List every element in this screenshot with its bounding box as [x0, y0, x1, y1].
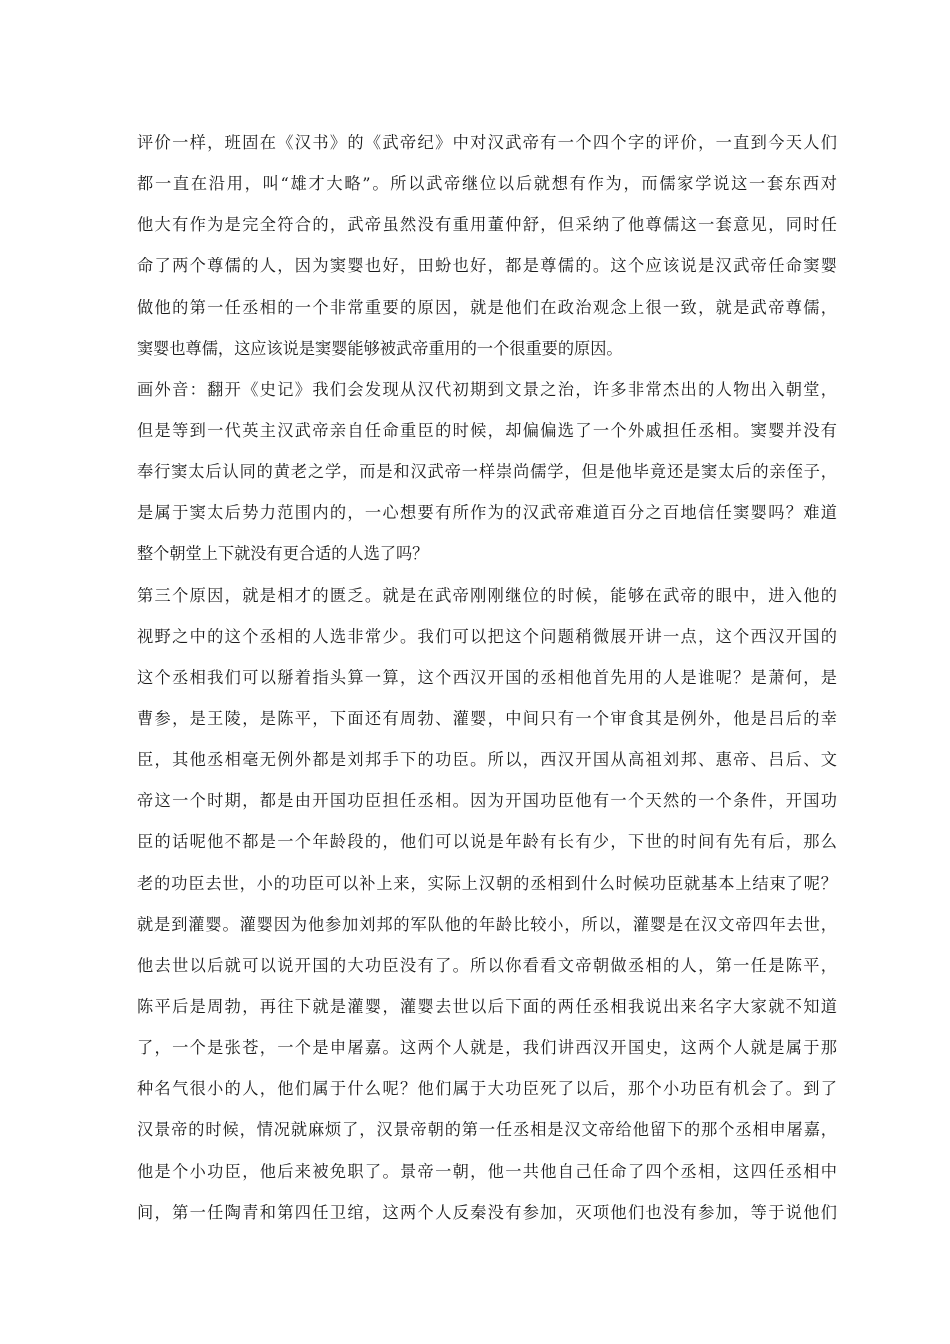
text-line: 陈平后是周勃，再往下就是灌婴，灌婴去世以后下面的两任丞相我说出来名字大家就不知道 [137, 996, 837, 1016]
text-line: 他是个小功臣，他后来被免职了。景帝一朝，他一共他自己任命了四个丞相，这四任丞相中 [137, 1161, 837, 1181]
text-line: 画外音：翻开《史记》我们会发现从汉代初期到文景之治，许多非常杰出的人物出入朝堂， [137, 379, 837, 399]
text-line: 这个丞相我们可以掰着指头算一算，这个西汉开国的丞相他首先用的人是谁呢？是萧何，是 [137, 667, 837, 687]
text-line: 整个朝堂上下就没有更合适的人选了吗？ [137, 544, 429, 564]
text-line: 他去世以后就可以说开国的大功臣没有了。所以你看看文帝朝做丞相的人，第一任是陈平， [137, 955, 837, 975]
text-line: 奉行窦太后认同的黄老之学，而是和汉武帝一样崇尚儒学，但是他毕竟还是窦太后的亲侄子， [137, 462, 837, 482]
text-line: 臣的话呢他不都是一个年龄段的，他们可以说是年龄有长有少，下世的时间有先有后，那么 [137, 832, 837, 852]
text-line: 都一直在沿用，叫“雄才大略”。所以武帝继位以后就想有作为，而儒家学说这一套东西对 [137, 174, 837, 194]
text-line: 窦婴也尊儒，这应该说是窦婴能够被武帝重用的一个很重要的原因。 [137, 338, 623, 358]
text-line: 种名气很小的人，他们属于什么呢？他们属于大功臣死了以后，那个小功臣有机会了。到了 [137, 1079, 837, 1099]
text-line: 老的功臣去世，小的功臣可以补上来，实际上汉朝的丞相到什么时候功臣就基本上结束了呢？ [137, 873, 837, 893]
text-line: 了，一个是张苍，一个是申屠嘉。这两个人就是，我们讲西汉开国史，这两个人就是属于那 [137, 1038, 837, 1058]
text-line: 做他的第一任丞相的一个非常重要的原因，就是他们在政治观念上很一致，就是武帝尊儒， [137, 297, 837, 317]
text-line: 曹参，是王陵，是陈平，下面还有周勃、灌婴，中间只有一个审食其是例外，他是吕后的幸 [137, 708, 837, 728]
text-line: 他大有作为是完全符合的，武帝虽然没有重用董仲舒，但采纳了他尊儒这一套意见，同时任 [137, 215, 837, 235]
text-line: 汉景帝的时候，情况就麻烦了，汉景帝朝的第一任丞相是汉文帝给他留下的那个丞相申屠嘉， [137, 1120, 837, 1140]
text-line: 评价一样，班固在《汉书》的《武帝纪》中对汉武帝有一个四个字的评价，一直到今天人们 [137, 133, 837, 152]
text-line: 视野之中的这个丞相的人选非常少。我们可以把这个问题稍微展开讲一点，这个西汉开国的 [137, 626, 837, 646]
text-line: 但是等到一代英主汉武帝亲自任命重臣的时候，却偏偏选了一个外戚担任丞相。窦婴并没有 [137, 420, 837, 440]
text-line: 帝这一个时期，都是由开国功臣担任丞相。因为开国功臣他有一个天然的一个条件，开国功 [137, 791, 837, 811]
text-line: 第三个原因，就是相才的匮乏。就是在武帝刚刚继位的时候，能够在武帝的眼中，进入他的 [137, 585, 837, 605]
text-line: 臣，其他丞相毫无例外都是刘邦手下的功臣。所以，西汉开国从高祖刘邦、惠帝、吕后、文 [137, 750, 837, 770]
text-line: 间，第一任陶青和第四任卫绾，这两个人反秦没有参加，灭项他们也没有参加，等于说他们 [137, 1202, 837, 1222]
text-line: 是属于窦太后势力范围内的，一心想要有所作为的汉武帝难道百分之百地信任窦婴吗？难道 [137, 503, 837, 523]
text-line: 就是到灌婴。灌婴因为他参加刘邦的军队他的年龄比较小，所以，灌婴是在汉文帝四年去世， [137, 914, 837, 934]
body-text [137, 122, 837, 1233]
text-line: 命了两个尊儒的人，因为窦婴也好，田蚡也好，都是尊儒的。这个应该说是汉武帝任命窦婴 [137, 256, 837, 276]
